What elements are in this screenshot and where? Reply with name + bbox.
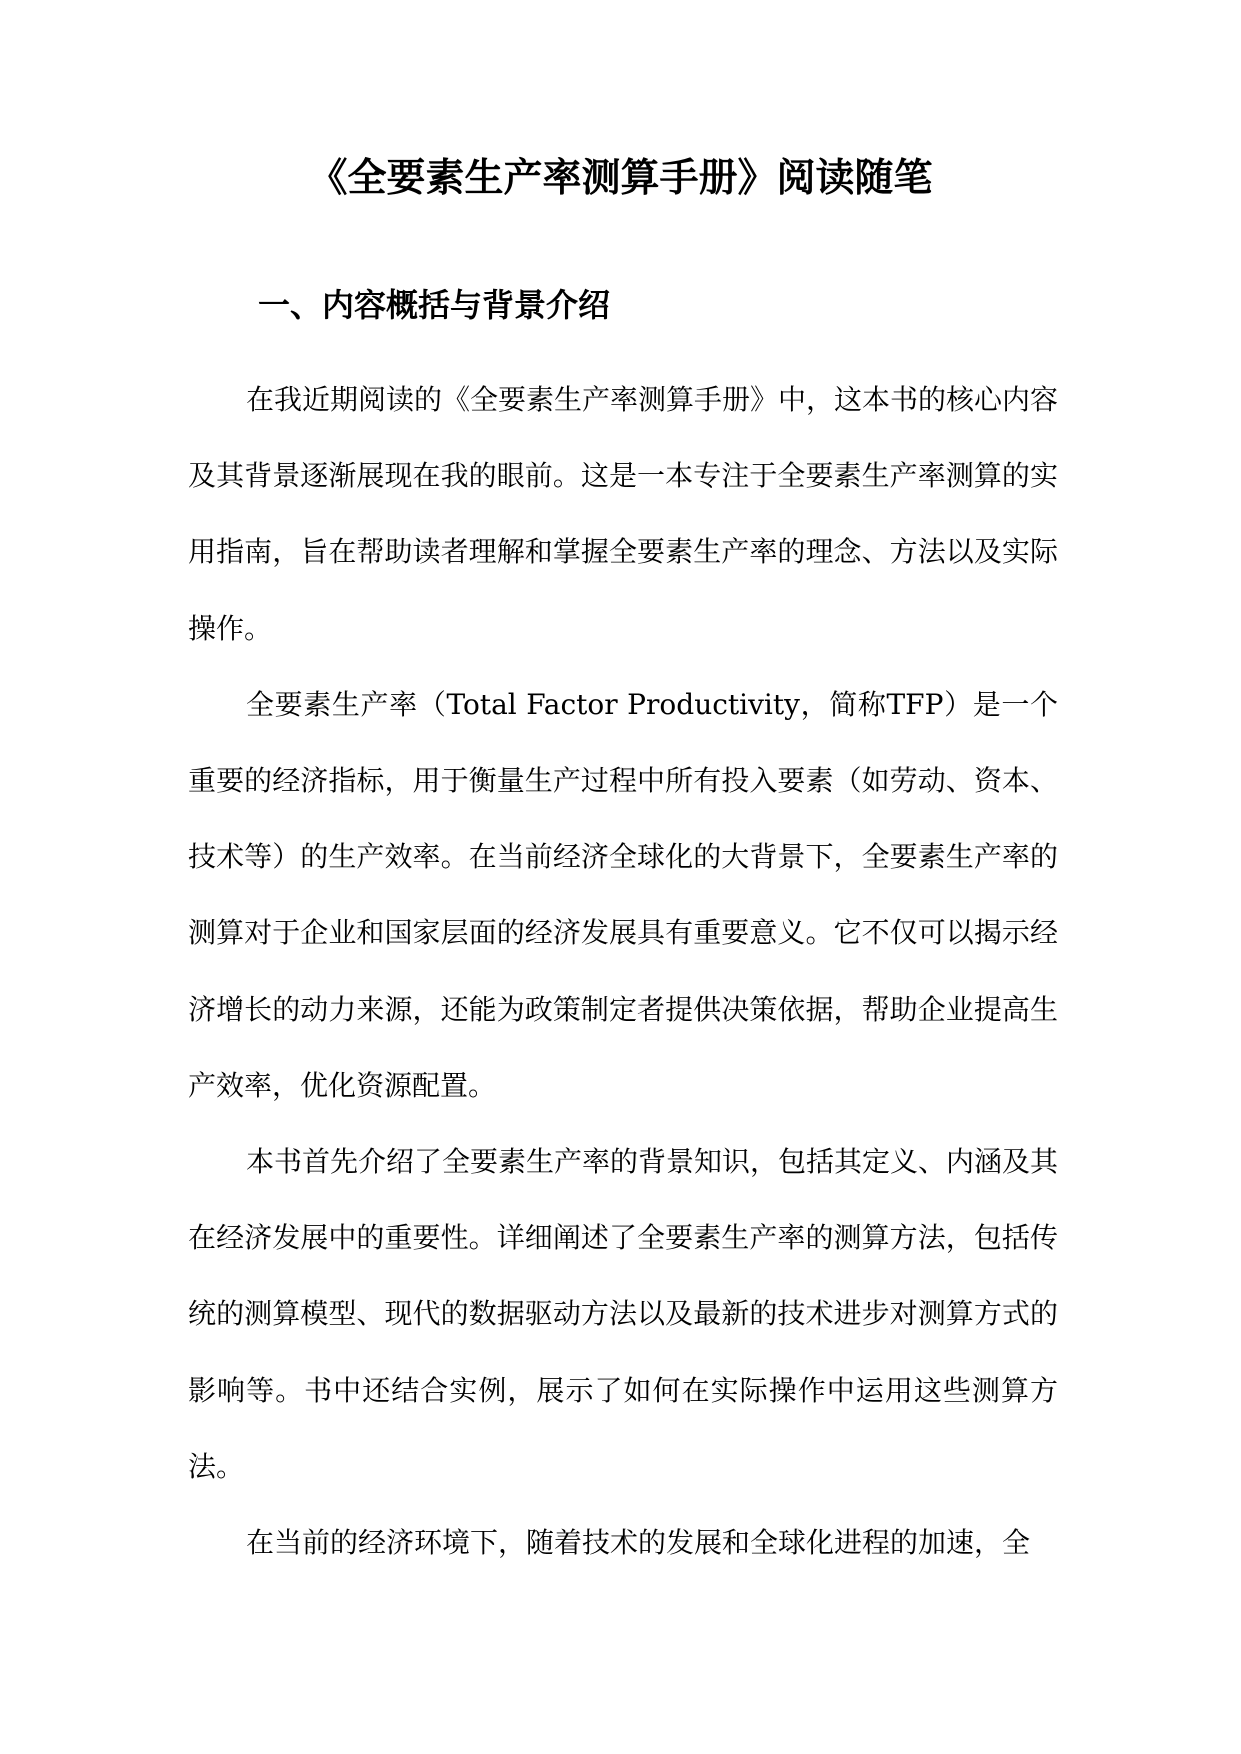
body-text (188, 362, 1058, 1581)
paragraph: 在当前的经济环境下，随着技术的发展和全球化进程的加速，全 (246, 1526, 1031, 1560)
document-title: 《全要素生产率测算手册》阅读随笔 (308, 155, 933, 201)
paragraph: 本书首先介绍了全要素生产率的背景知识，包括其定义、内涵及其在经济发展中的重要性。详细阐述了全要素生产率的测算方法，包括传统的测算模型、现代的数据驱动方法以及最新的技术进步对测算方式的影响等。书中还结合实例，展示了如何在实际操作中运用这些测算方法。 (188, 1145, 1059, 1483)
section-heading: 一、内容概括与背景介绍 (258, 286, 611, 324)
paragraph: 全要素生产率（Total Factor Productivity，简称TFP）是一个重要的经济指标，用于衡量生产过程中所有投入要素（如劳动、资本、技术等）的生产效率。在当前经济全球化的大背景下，全要素生产率的测算对于企业和国家层面的经济发展具有重要意义。它不仅可以揭示经济增长的动力来源，还能为政策制定者提供决策依据，帮助企业提高生产效率，优化资源配置。 (188, 687, 1058, 1102)
paragraph: 在我近期阅读的《全要素生产率测算手册》中，这本书的核心内容及其背景逐渐展现在我的眼前。这是一本专注于全要素生产率测算的实用指南，旨在帮助读者理解和掌握全要素生产率的理念、方法以及实际操作。 (188, 383, 1059, 645)
